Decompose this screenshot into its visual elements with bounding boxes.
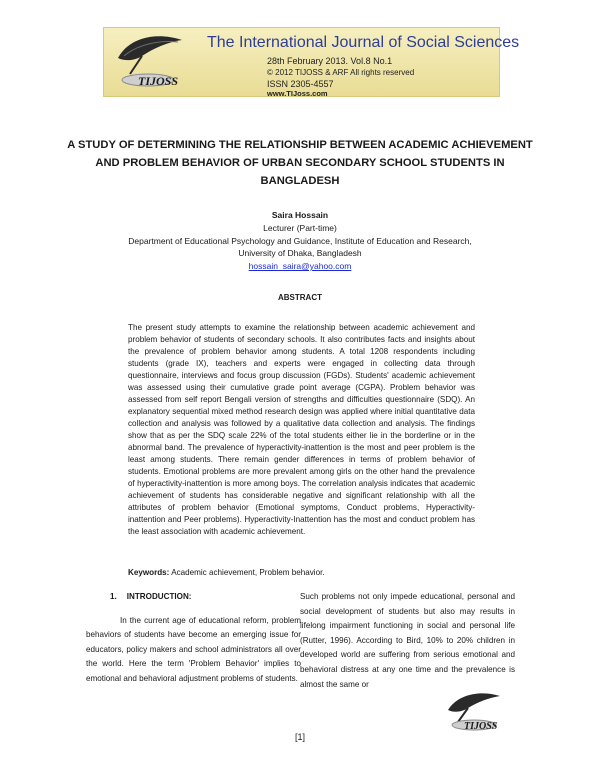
journal-website: www.TIJoss.com: [267, 89, 328, 98]
author-email-link[interactable]: hossain_saira@yahoo.com: [248, 261, 352, 272]
abstract-text: The present study attempts to examine the relationship between academic achievement and problem behavior of students of secondary schools. It also contributes facts and insights about the prevalence of problem behavior among students. A total 1208 respondents including students (grade IX), teachers and experts were engaged in collecting data through questionnaire, interviews and focus group discussion (FGDs). Students' academic achievement was assessed using their cumulative grade point average (CGPA). Problem behavior was assessed from self report Bengali version of strengths and difficulties questionnaire (SDQ). An explanatory sequential mixed method research design was applied where initial quantitative data collection and analysis was followed by a qualitative data collection and analysis. The findings show that as per the SDQ scale 22% of the total students either lie in the borderline or in the abnormal band. The prevalence of hyperactivity-inattention is the most and peer problem is the least among students. There remain gender differences in terms of problem behavior of students. Emotional problems are more prevalent among girls on the other hand the prevalence of hyperactivity-inattention is more among boys. The correlation analysis indicates that academic achievement of students has considerable negative and significant relationship with all the attributes of problem behavior (Emotional symptoms, Conduct problems, Hyperactivity-inattention and Peer problems). Hyperactivity-Inattention has the most and conduct problem has the least association with academic achievement.: [128, 323, 475, 536]
keywords-label: Keywords:: [128, 568, 170, 577]
intro-paragraph-left: In the current age of educational reform, problem behaviors of students have become an emerging issue for educators, policy makers and school administrators all over the world. Here the term 'Problem Behavior' implies to emotional and behavioral adjustment problems of students.: [86, 615, 301, 683]
author-university: University of Dhaka, Bangladesh: [238, 248, 362, 259]
section-heading: [110, 590, 301, 605]
page-number: [1]: [294, 732, 305, 742]
section-title: INTRODUCTION:: [126, 592, 192, 601]
tijoss-quill-logo-icon: [108, 30, 200, 92]
journal-banner: [103, 27, 520, 98]
author-position: Lecturer (Part-time): [263, 222, 337, 233]
svg-text:TIJOSS: TIJOSS: [138, 74, 179, 88]
author-name: Saira Hossain: [271, 210, 329, 220]
journal-copyright: © 2012 TIJOSS & ARF All rights reserved: [267, 68, 415, 77]
paper-title: A STUDY OF DETERMINING THE RELATIONSHIP BETWEEN ACADEMIC ACHIEVEMENT AND PROBLEM BEHAVIOR OF URBAN SECONDARY SCHOOL STUDENTS IN BANGLADESH: [67, 139, 533, 187]
footer-tijoss-logo-icon: [440, 690, 514, 732]
svg-text:TIJOSS: TIJOSS: [464, 721, 498, 732]
journal-issue: 28th February 2013. Vol.8 No.1: [267, 56, 393, 66]
abstract-heading: ABSTRACT: [278, 293, 322, 302]
keywords-text: Academic achievement, Problem behavior.: [169, 568, 325, 577]
section-number: 1.: [110, 592, 117, 601]
author-block: [80, 209, 520, 273]
intro-right-column: [300, 590, 515, 692]
keywords: [128, 568, 475, 577]
intro-paragraph-right: Such problems not only impede educational, personal and social development of students but also may results in lifelong impairment functioning in social and personal life (Rutter, 1996). According to Bird, 10% to 20% children in developed world are suffering from serious emotional and behavioral distress at any one time and the prevalence is almost the same or: [300, 592, 515, 689]
journal-issn: ISSN 2305-4557: [267, 79, 334, 89]
author-department: Department of Educational Psychology and Guidance, Institute of Education and Research,: [128, 235, 472, 246]
intro-left-column: [86, 590, 301, 687]
journal-title: The International Journal of Social Sciences: [207, 34, 520, 51]
